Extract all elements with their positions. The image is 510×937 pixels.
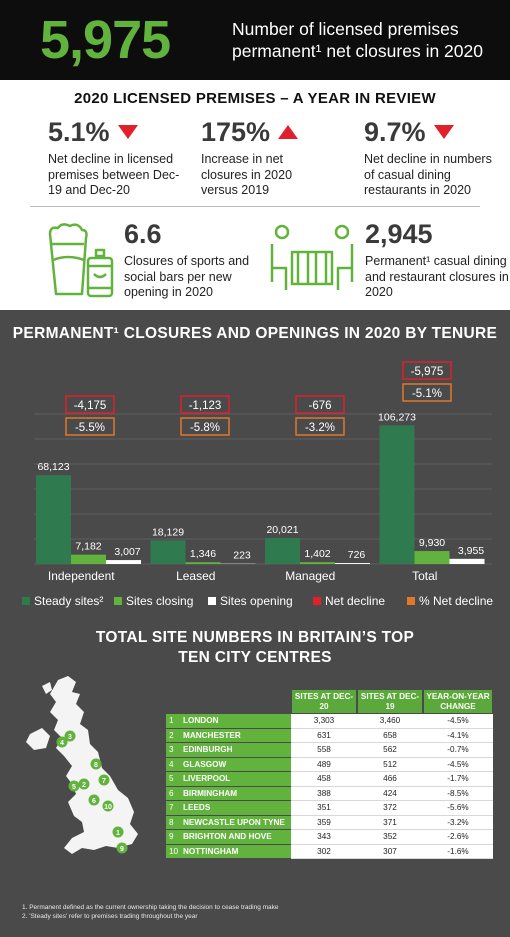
legend-label: Sites opening [220,594,293,608]
category-label: Managed [285,569,336,583]
city-yoy: -3.2% [423,816,493,831]
data-label: 3,955 [457,544,485,557]
table-row [166,830,493,845]
legend-swatch [208,597,216,605]
city-dec19: 424 [357,787,423,802]
city-rank: 9 [166,830,179,845]
bar-sitesclosing-independent [71,555,106,564]
pct-decline-label: -5.5% [74,422,106,434]
pct-decline-label: -5.1% [411,388,443,400]
bar-steadysites-managed [265,538,300,564]
pct-decline-label: -3.2% [304,422,336,434]
city-dec20: 3,303 [291,714,357,729]
beer-glass-can-icon [44,220,116,300]
city-dec20: 351 [291,801,357,816]
city-rank: 2 [166,729,179,744]
stat-desc: Closures of sports and social bars per new opening in 2020 [124,254,250,299]
year-in-review [0,80,510,310]
data-label: 3,007 [114,546,141,559]
stat-desc: Net decline in numbers of casual dining restaurants in 2020 [364,152,492,197]
net-decline-label: -4,175 [73,400,107,412]
stat-sports-bars [124,218,274,301]
city-name: BRIGHTON AND HOVE [179,830,291,845]
stat-value: 5.1% [48,117,110,147]
map-marker-7 [99,775,110,786]
stat-value: 2,945 [365,219,433,249]
bar-sitesclosing-managed [300,562,335,564]
data-label: 7,182 [75,540,102,553]
hero-number: 5,975 [40,10,171,70]
svg-text:8: 8 [94,762,98,769]
city-yoy: -2.6% [423,830,493,845]
map-marker-10 [103,801,114,812]
city-name: MANCHESTER [179,729,291,744]
city-table [166,689,493,859]
city-rank: 1 [166,714,179,729]
tenure-bar-chart [0,310,510,620]
divider [30,206,480,207]
city-yoy: -5.6% [423,801,493,816]
city-yoy: -4.1% [423,729,493,744]
bar-sitesclosing-total [415,551,450,564]
up-arrow-icon [278,125,298,139]
data-label: 9,930 [418,537,446,550]
city-dec19: 352 [357,830,423,845]
city-yoy: -0.7% [423,743,493,758]
city-yoy: -1.7% [423,772,493,787]
footnote-1: 1. Permanent defined as the current ownership taking the decision to cease trading make [22,904,279,911]
net-decline-label: -676 [308,400,332,412]
data-label: 18,129 [151,526,185,539]
bar-steadysites-independent [36,475,71,564]
city-yoy: -4.5% [423,714,493,729]
svg-text:7: 7 [102,778,106,785]
britain-map [10,672,160,872]
stat-dining-closures [365,218,510,301]
map-marker-4 [57,737,68,748]
map-marker-1 [113,827,124,838]
bar-sitesopening-total [450,559,485,564]
net-decline-label: -1,123 [188,400,222,412]
city-dec20: 343 [291,830,357,845]
map-marker-6 [89,795,100,806]
pct-decline-label: -5.8% [189,422,221,434]
bar-sitesclosing-leased [186,562,221,564]
table-row [166,743,493,758]
data-label: 726 [347,549,366,562]
footnote-2: 2. 'Steady sites' refer to premises trading throughout the year [22,913,198,920]
legend-label: Sites closing [126,594,194,608]
review-title: 2020 LICENSED PREMISES – A YEAR IN REVIEW [74,90,436,107]
stat-value: 175% [201,117,271,147]
legend-label: Steady sites² [34,594,104,608]
legend-swatch [22,597,30,605]
svg-text:10: 10 [104,804,112,811]
chart-title: PERMANENT¹ CLOSURES AND OPENINGS IN 2020 BY TENURE [12,325,498,342]
city-dec19: 371 [357,816,423,831]
city-dec20: 458 [291,772,357,787]
header-dec20: SITES AT DEC-20 [291,689,357,714]
map-marker-5 [69,781,80,792]
city-name: LIVERPOOL [179,772,291,787]
city-name: LEEDS [179,801,291,816]
legend-swatch [313,597,321,605]
data-label: 1,346 [189,548,217,561]
stat-value: 9.7% [364,117,426,147]
city-dec20: 558 [291,743,357,758]
city-rank: 6 [166,787,179,802]
city-dec20: 388 [291,787,357,802]
net-decline-label: -5,975 [410,366,444,378]
stat-net-decline [48,116,188,199]
city-rank: 10 [166,845,179,860]
hero-banner [0,0,510,80]
table-row [166,714,493,729]
city-yoy: -8.5% [423,787,493,802]
city-name: LONDON [179,714,291,729]
svg-text:5: 5 [72,784,76,791]
city-centres-section [0,620,510,937]
svg-text:9: 9 [120,846,124,853]
data-label: 223 [233,549,251,562]
table-row [166,801,493,816]
stat-casual-dining [364,116,499,199]
bar-steadysites-leased [151,540,186,564]
city-yoy: -1.6% [423,845,493,860]
city-dec20: 631 [291,729,357,744]
city-dec20: 359 [291,816,357,831]
city-yoy: -4.5% [423,758,493,773]
svg-text:6: 6 [92,798,96,805]
bar-sitesopening-independent [106,560,141,564]
table-row [166,787,493,802]
svg-text:2: 2 [82,782,86,789]
table-row [166,845,493,860]
city-name: BIRMINGHAM [179,787,291,802]
city-rank: 7 [166,801,179,816]
legend-swatch [407,597,415,605]
data-label: 106,273 [378,411,416,424]
city-dec19: 562 [357,743,423,758]
legend-label: Net decline [325,594,386,608]
city-dec19: 372 [357,801,423,816]
stat-desc: Increase in net closures in 2020 versus 2019 [201,152,293,197]
city-dec19: 3,460 [357,714,423,729]
map-marker-2 [79,779,90,790]
city-name: EDINBURGH [179,743,291,758]
city-title: TOTAL SITE NUMBERS IN BRITAIN’S TOP TEN CITY CENTRES [95,629,415,666]
svg-text:4: 4 [60,740,64,747]
city-dec20: 489 [291,758,357,773]
city-name: NEWCASTLE UPON TYNE [179,816,291,831]
svg-text:1: 1 [116,830,120,837]
bar-sitesopening-managed [335,563,370,564]
city-rank: 4 [166,758,179,773]
map-marker-8 [91,759,102,770]
down-arrow-icon [118,125,138,139]
data-label: 1,402 [304,548,331,561]
map-marker-9 [117,843,128,854]
footnotes [22,903,279,921]
table-row [166,729,493,744]
city-dec20: 302 [291,845,357,860]
category-label: Leased [176,569,216,583]
down-arrow-icon [434,125,454,139]
category-label: Total [412,569,438,583]
legend-label: % Net decline [419,594,494,608]
city-name: NOTTINGHAM [179,845,291,860]
city-rank: 5 [166,772,179,787]
table-row [166,772,493,787]
city-dec19: 466 [357,772,423,787]
data-label: 20,021 [266,523,299,536]
category-label: Independent [47,569,115,583]
hero-text: Number of licensed premises permanent¹ net closures in 2020 [232,19,483,61]
bar-steadysites-total [380,425,415,564]
stat-desc: Permanent¹ casual dining and restaurant closures in 2020 [365,254,509,299]
city-rank: 8 [166,816,179,831]
city-dec19: 307 [357,845,423,860]
table-row [166,758,493,773]
city-rank: 3 [166,743,179,758]
svg-text:3: 3 [68,734,72,741]
tenure-chart-section [0,310,510,620]
table-row [166,816,493,831]
header-yoy: YEAR-ON-YEAR CHANGE [423,689,493,714]
header-dec19: SITES AT DEC-19 [357,689,423,714]
city-dec19: 658 [357,729,423,744]
city-dec19: 512 [357,758,423,773]
stat-desc: Net decline in licensed premises between Dec-19 and Dec-20 [48,152,180,197]
data-label: 68,123 [37,461,70,474]
legend-swatch [114,597,122,605]
stat-closures-increase [201,116,331,199]
city-name: GLASGOW [179,758,291,773]
stat-value: 6.6 [124,219,162,249]
dining-table-icon [268,222,356,294]
